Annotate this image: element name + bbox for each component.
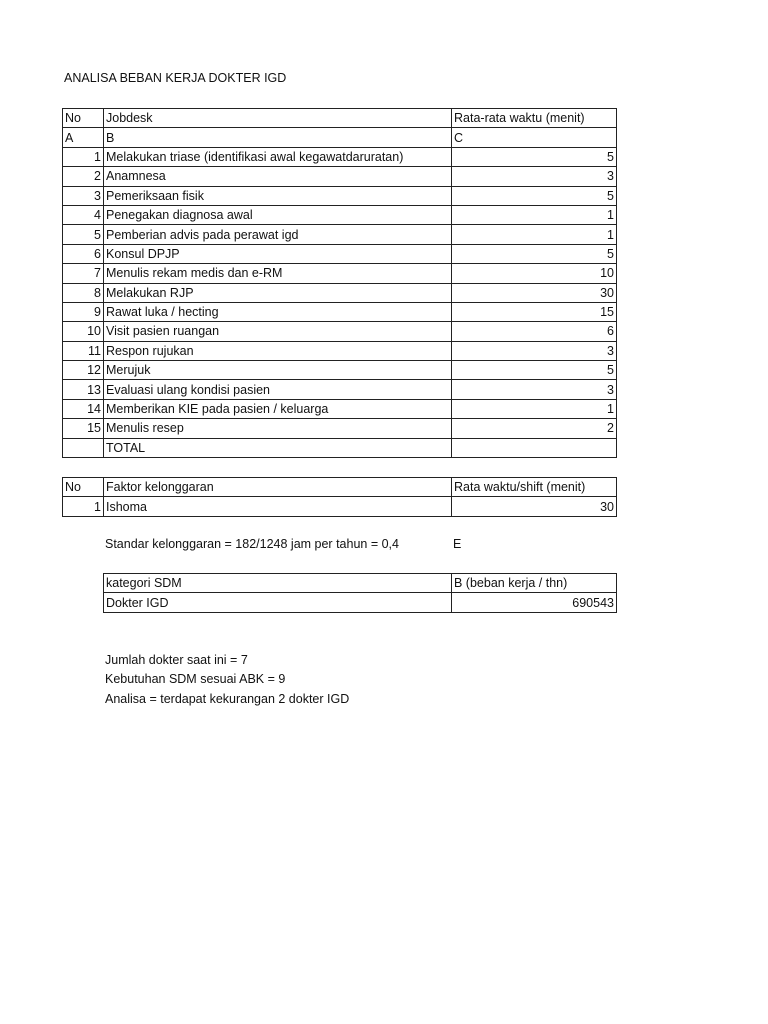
row-no: 13 [63, 380, 104, 399]
total-empty-cell [452, 438, 617, 457]
header-factor: Faktor kelonggaran [104, 478, 452, 497]
table-header-row [63, 478, 617, 497]
row-no: 7 [63, 264, 104, 283]
row-no: 1 [63, 147, 104, 166]
row-time: 10 [452, 264, 617, 283]
row-time: 1 [452, 205, 617, 224]
row-time: 30 [452, 283, 617, 302]
jobdesk-table [62, 108, 617, 458]
row-factor: Ishoma [104, 497, 452, 516]
table-row [104, 593, 617, 612]
row-no: 2 [63, 167, 104, 186]
row-time: 2 [452, 419, 617, 438]
table-row [63, 147, 617, 166]
table-row [63, 419, 617, 438]
row-no: 8 [63, 283, 104, 302]
row-no: 9 [63, 302, 104, 321]
row-no: 4 [63, 205, 104, 224]
header-no: No [63, 478, 104, 497]
row-time: 5 [452, 361, 617, 380]
row-time: 5 [452, 244, 617, 263]
total-row [63, 438, 617, 457]
table-subheader-row [63, 128, 617, 147]
table-row [63, 341, 617, 360]
row-time: 1 [452, 399, 617, 418]
table-header-row [104, 574, 617, 593]
allowance-table [62, 477, 617, 517]
row-jobdesk: Pemberian advis pada perawat igd [104, 225, 452, 244]
table-row [63, 225, 617, 244]
header-category: kategori SDM [104, 574, 452, 593]
header-time: Rata-rata waktu (menit) [452, 109, 617, 128]
total-empty-cell [63, 438, 104, 457]
row-value: 690543 [452, 593, 617, 612]
table-row [63, 399, 617, 418]
row-time: 5 [452, 147, 617, 166]
row-no: 12 [63, 361, 104, 380]
table-row [63, 497, 617, 516]
subheader-b: B [104, 128, 452, 147]
row-jobdesk: Konsul DPJP [104, 244, 452, 263]
table-row [63, 322, 617, 341]
header-no: No [63, 109, 104, 128]
table-row [63, 244, 617, 263]
table-row [63, 167, 617, 186]
row-time: 3 [452, 380, 617, 399]
sdm-table [103, 573, 617, 613]
standard-letter: E [453, 537, 462, 551]
document-title: ANALISA BEBAN KERJA DOKTER IGD [64, 71, 287, 85]
row-no: 3 [63, 186, 104, 205]
table-row [63, 186, 617, 205]
row-no: 11 [63, 341, 104, 360]
table-row [63, 361, 617, 380]
table-row [63, 283, 617, 302]
table-row [63, 264, 617, 283]
row-no: 5 [63, 225, 104, 244]
standard-text: Standar kelonggaran = 182/1248 jam per tahun = 0,4 [105, 537, 399, 551]
table-row [63, 205, 617, 224]
row-jobdesk: Pemeriksaan fisik [104, 186, 452, 205]
row-no: 15 [63, 419, 104, 438]
row-jobdesk: Penegakan diagnosa awal [104, 205, 452, 224]
summary-current-doctors: Jumlah dokter saat ini = 7 [105, 653, 248, 667]
row-jobdesk: Melakukan triase (identifikasi awal kegawatdaruratan) [104, 147, 452, 166]
row-time: 3 [452, 341, 617, 360]
table-row [63, 380, 617, 399]
header-shift-time: Rata waktu/shift (menit) [452, 478, 617, 497]
summary-needed: Kebutuhan SDM sesuai ABK = 9 [105, 672, 286, 686]
row-no: 14 [63, 399, 104, 418]
total-label: TOTAL [104, 438, 452, 457]
row-category: Dokter IGD [104, 593, 452, 612]
row-jobdesk: Visit pasien ruangan [104, 322, 452, 341]
row-jobdesk: Respon rujukan [104, 341, 452, 360]
row-time: 30 [452, 497, 617, 516]
row-time: 3 [452, 167, 617, 186]
summary-analysis: Analisa = terdapat kekurangan 2 dokter IGD [105, 692, 350, 706]
row-jobdesk: Memberikan KIE pada pasien / keluarga [104, 399, 452, 418]
subheader-c: C [452, 128, 617, 147]
row-jobdesk: Anamnesa [104, 167, 452, 186]
row-jobdesk: Menulis rekam medis dan e-RM [104, 264, 452, 283]
subheader-a: A [63, 128, 104, 147]
row-time: 5 [452, 186, 617, 205]
table-row [63, 302, 617, 321]
header-workload: B (beban kerja / thn) [452, 574, 617, 593]
row-time: 1 [452, 225, 617, 244]
row-time: 15 [452, 302, 617, 321]
row-no: 6 [63, 244, 104, 263]
row-jobdesk: Evaluasi ulang kondisi pasien [104, 380, 452, 399]
row-jobdesk: Rawat luka / hecting [104, 302, 452, 321]
table-header-row [63, 109, 617, 128]
row-no: 1 [63, 497, 104, 516]
row-jobdesk: Merujuk [104, 361, 452, 380]
row-jobdesk: Melakukan RJP [104, 283, 452, 302]
row-no: 10 [63, 322, 104, 341]
row-jobdesk: Menulis resep [104, 419, 452, 438]
header-jobdesk: Jobdesk [104, 109, 452, 128]
row-time: 6 [452, 322, 617, 341]
